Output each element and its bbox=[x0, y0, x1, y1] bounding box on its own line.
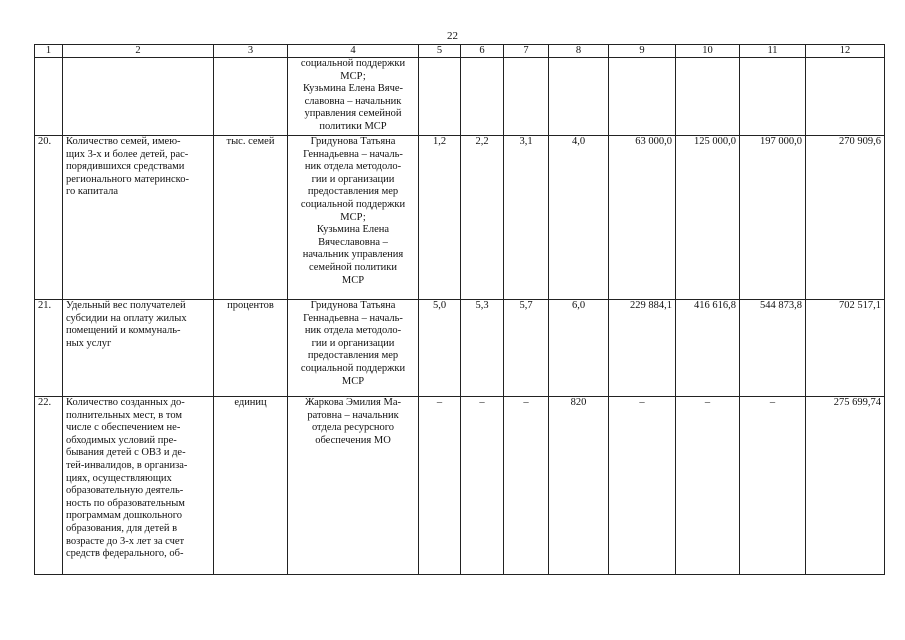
total-funding-cell bbox=[806, 58, 885, 136]
value-cell: 5,0 bbox=[419, 300, 461, 397]
column-header: 4 bbox=[288, 45, 419, 58]
value-cell: – bbox=[419, 397, 461, 575]
column-header: 9 bbox=[609, 45, 676, 58]
value-cell: 3,1 bbox=[504, 136, 549, 300]
responsible-cell: Гридунова Татьяна Геннадьевна – началь- ник отдела методоло- гии и организации предоставления мер социальной поддержки МСР bbox=[288, 300, 419, 397]
column-header: 6 bbox=[461, 45, 504, 58]
funding-cell bbox=[609, 58, 676, 136]
column-number-header-row bbox=[35, 45, 885, 58]
unit-cell: единиц bbox=[214, 397, 288, 575]
funding-cell: 416 616,8 bbox=[676, 300, 740, 397]
column-header: 10 bbox=[676, 45, 740, 58]
column-header: 2 bbox=[63, 45, 214, 58]
value-cell bbox=[419, 58, 461, 136]
funding-cell: 544 873,8 bbox=[740, 300, 806, 397]
value-cell bbox=[504, 58, 549, 136]
column-header: 11 bbox=[740, 45, 806, 58]
funding-cell: – bbox=[676, 397, 740, 575]
table-row bbox=[35, 397, 885, 575]
value-cell: – bbox=[461, 397, 504, 575]
funding-cell: 125 000,0 bbox=[676, 136, 740, 300]
indicator-cell bbox=[63, 58, 214, 136]
row-number-cell: 22. bbox=[35, 397, 63, 575]
value-cell: 4,0 bbox=[549, 136, 609, 300]
column-header: 5 bbox=[419, 45, 461, 58]
funding-cell bbox=[740, 58, 806, 136]
row-number-cell: 21. bbox=[35, 300, 63, 397]
page-number: 22 bbox=[447, 30, 458, 42]
table-row bbox=[35, 58, 885, 136]
value-cell: 5,7 bbox=[504, 300, 549, 397]
unit-cell bbox=[214, 58, 288, 136]
table-row bbox=[35, 136, 885, 300]
column-header: 3 bbox=[214, 45, 288, 58]
responsible-cell: Гридунова Татьяна Геннадьевна – началь- ник отдела методоло- гии и организации предоставления мер социальной поддержки МСР; Кузьмина Елена Вячеславовна – начальник управления семейной политики МСР bbox=[288, 136, 419, 300]
value-cell: 5,3 bbox=[461, 300, 504, 397]
funding-cell bbox=[676, 58, 740, 136]
funding-cell: 63 000,0 bbox=[609, 136, 676, 300]
program-indicators-table bbox=[34, 44, 885, 575]
row-number-cell: 20. bbox=[35, 136, 63, 300]
total-funding-cell: 702 517,1 bbox=[806, 300, 885, 397]
value-cell bbox=[461, 58, 504, 136]
column-header: 1 bbox=[35, 45, 63, 58]
funding-cell: 229 884,1 bbox=[609, 300, 676, 397]
column-header: 12 bbox=[806, 45, 885, 58]
column-header: 7 bbox=[504, 45, 549, 58]
column-header: 8 bbox=[549, 45, 609, 58]
indicator-cell: Количество созданных до- полнительных мест, в том числе с обеспечением не- обходимых условий пре- бывания детей с ОВЗ и де- тей-инвалидов, в организа- циях, осуществляющих образовательную деятель- ность по образовательным программам дошкольного образования, для детей в возрасте до 3-х лет за счет средств федерального, об- bbox=[63, 397, 214, 575]
value-cell: 2,2 bbox=[461, 136, 504, 300]
funding-cell: – bbox=[609, 397, 676, 575]
indicator-cell: Количество семей, имею- щих 3-х и более детей, рас- порядившихся средствами регионального материнско- го капитала bbox=[63, 136, 214, 300]
responsible-cell: социальной поддержки МСР; Кузьмина Елена Вяче- славовна – начальник управления семейной политики МСР bbox=[288, 58, 419, 136]
value-cell: – bbox=[504, 397, 549, 575]
responsible-cell: Жаркова Эмилия Ма- ратовна – начальник отдела ресурсного обеспечения МО bbox=[288, 397, 419, 575]
total-funding-cell: 270 909,6 bbox=[806, 136, 885, 300]
indicator-cell: Удельный вес получателей субсидии на оплату жилых помещений и коммуналь- ных услуг bbox=[63, 300, 214, 397]
unit-cell: процентов bbox=[214, 300, 288, 397]
total-funding-cell: 275 699,74 bbox=[806, 397, 885, 575]
table-row bbox=[35, 300, 885, 397]
value-cell bbox=[549, 58, 609, 136]
row-number-cell bbox=[35, 58, 63, 136]
funding-cell: – bbox=[740, 397, 806, 575]
funding-cell: 197 000,0 bbox=[740, 136, 806, 300]
value-cell: 6,0 bbox=[549, 300, 609, 397]
unit-cell: тыс. семей bbox=[214, 136, 288, 300]
value-cell: 1,2 bbox=[419, 136, 461, 300]
value-cell: 820 bbox=[549, 397, 609, 575]
